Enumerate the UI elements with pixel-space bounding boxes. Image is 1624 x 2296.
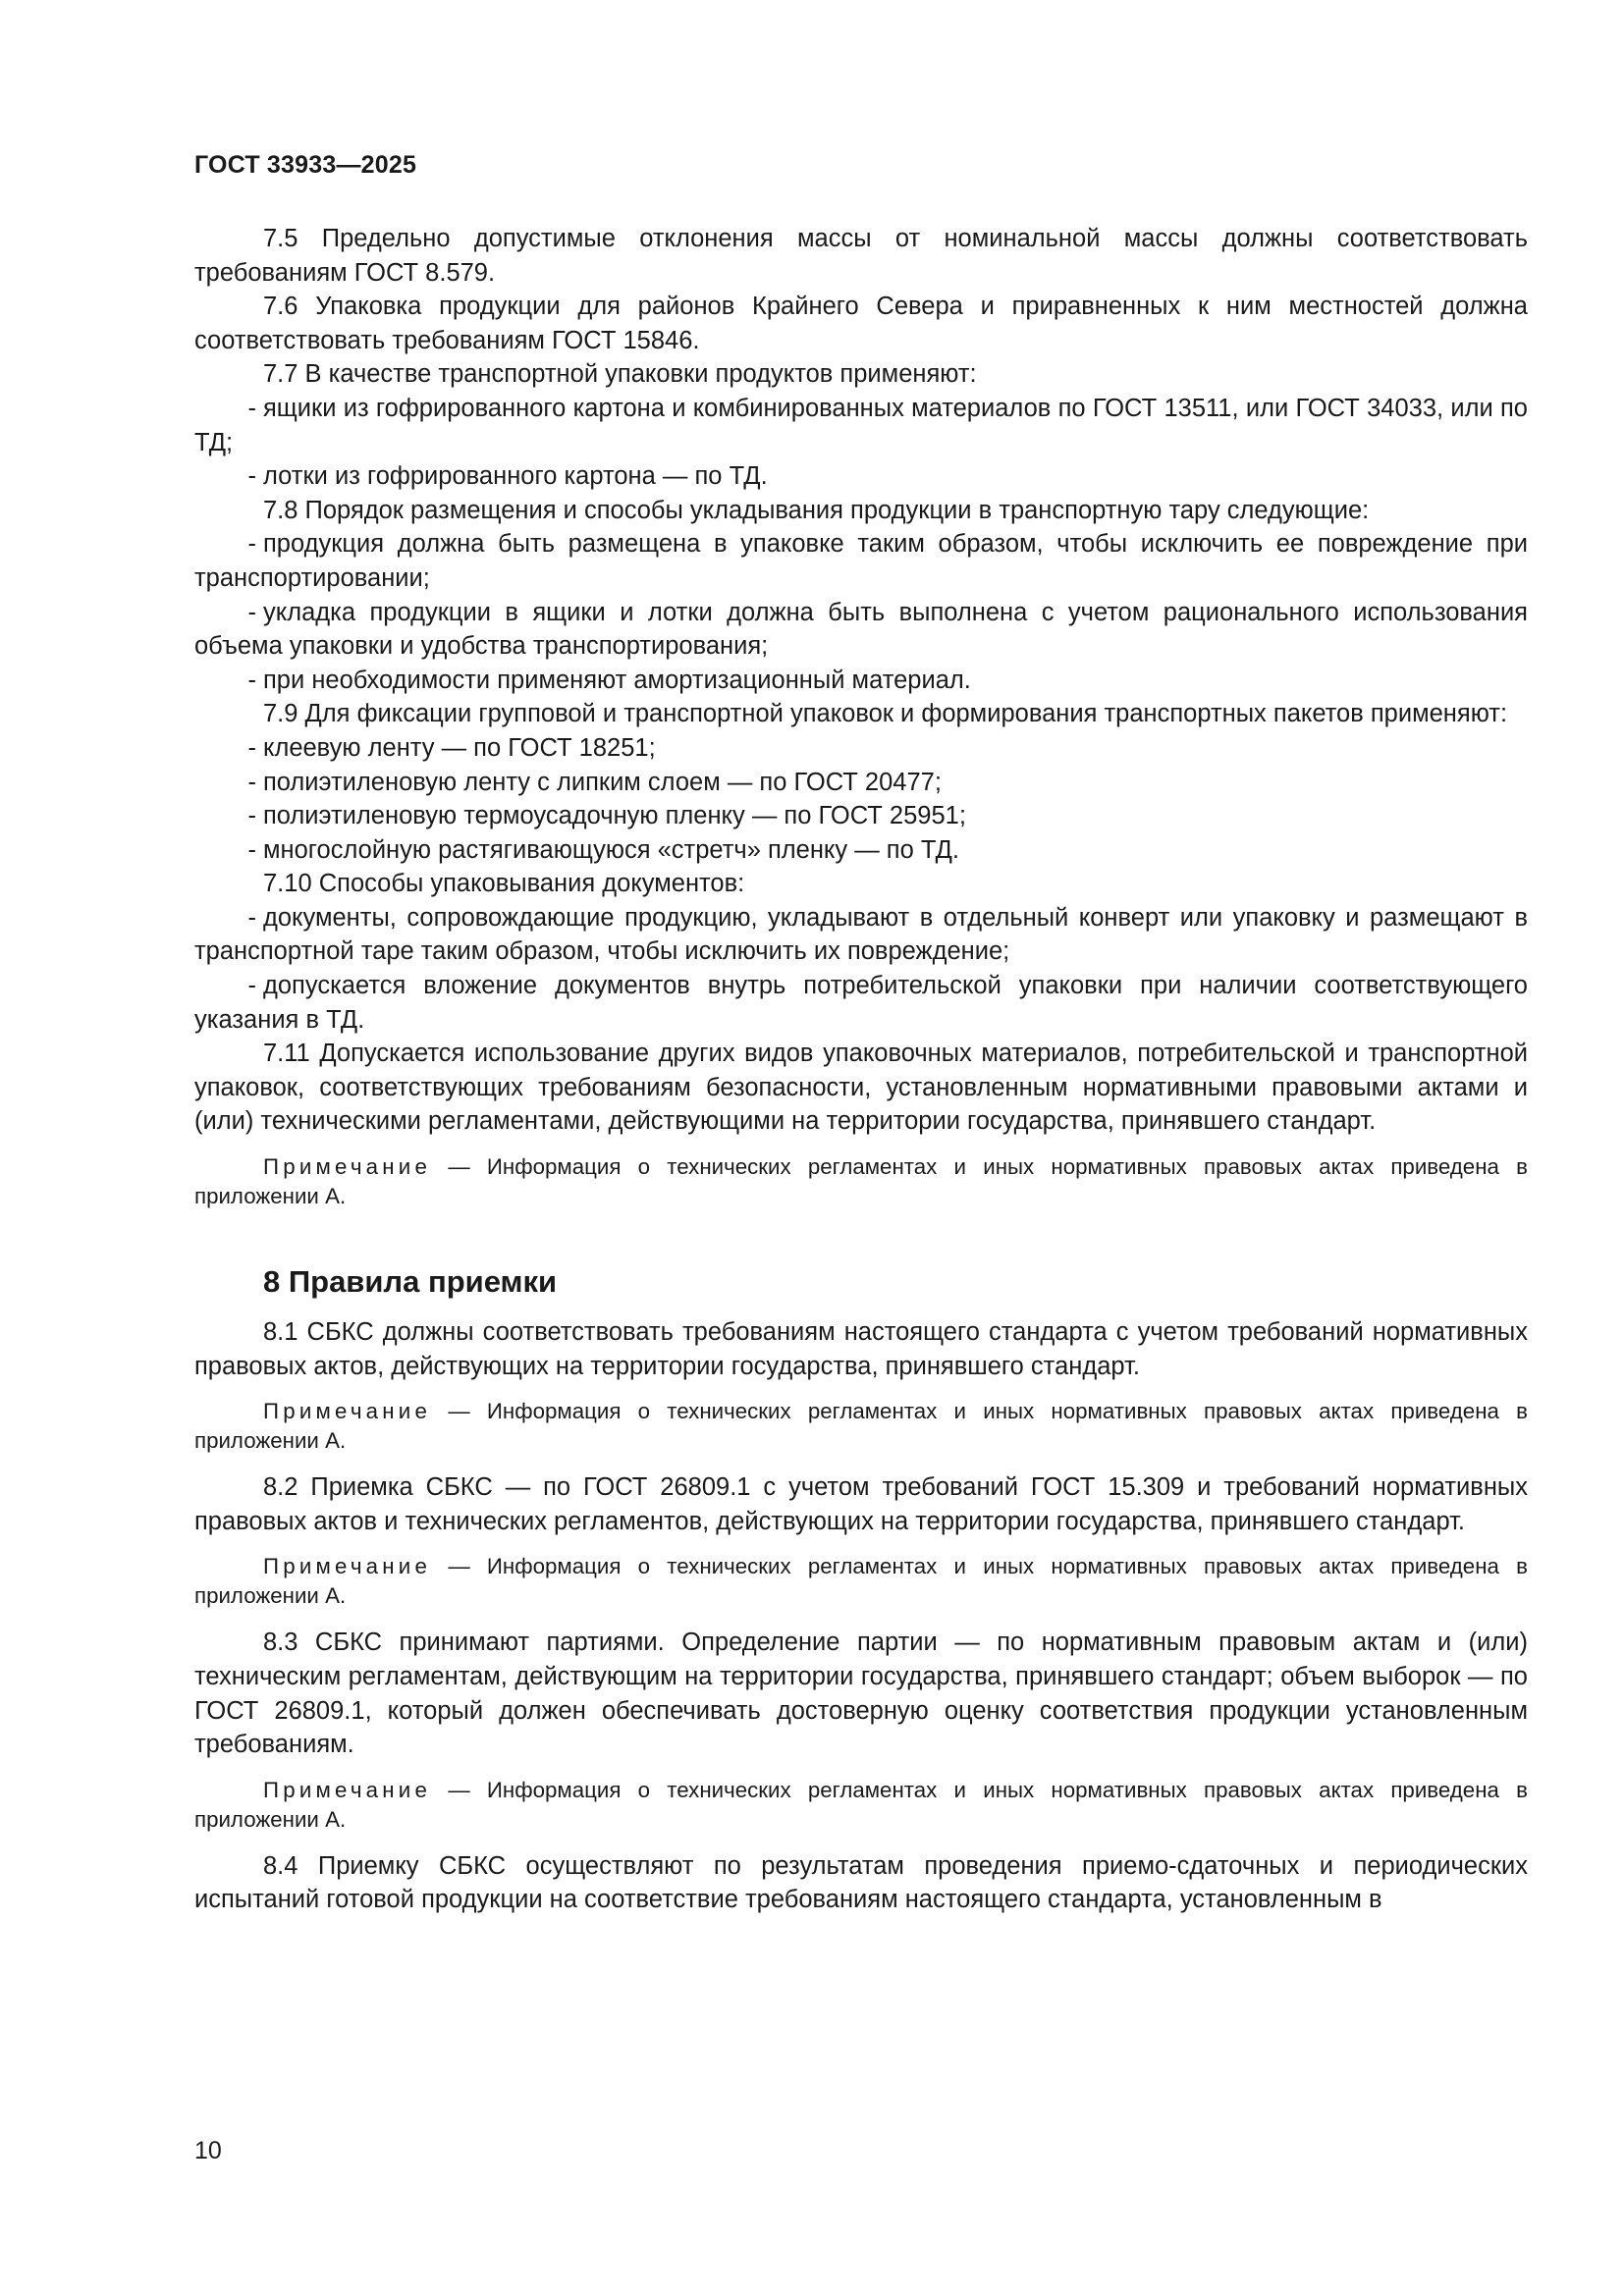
paragraph-8-2: 8.2 Приемка СБКС — по ГОСТ 26809.1 с учетом требований ГОСТ 15.309 и требований нормативных правовых актов и технических регламентов, действующих на территории государства, принявшего стандарт. — [194, 1473, 1528, 1535]
paragraph-7-11: 7.11 Допускается использование других видов упаковочных материалов, потребительской и транспортной упаковок, соответствующих требованиям безопасности, установленным нормативными правовыми актами и (или) техническими регламентами, действующими на территории государства, принявшего стандарт. — [194, 1040, 1528, 1136]
list-item: - полиэтиленовую термоусадочную пленку — по ГОСТ 25951; — [247, 802, 966, 830]
list-item: - клеевую ленту — по ГОСТ 18251; — [247, 733, 656, 762]
note-8-2: Примечание — Информация о технических регламентах и иных нормативных правовых актах приведена в приложении А. — [194, 1554, 1529, 1609]
list-item: - полиэтиленовую ленту с липким слоем — по ГОСТ 20477; — [247, 768, 942, 796]
list-item: - ящики из гофрированного картона и комбинированных материалов по ГОСТ 13511, или ГОСТ 34033, или по ТД; — [194, 394, 1528, 456]
section-title-8: 8 Правила приемки — [263, 1264, 558, 1300]
list-item: - при необходимости применяют амортизационный материал. — [247, 666, 971, 694]
list-item: - допускается вложение документов внутрь потребительской упаковки при наличии соответствующего указания в ТД. — [194, 972, 1528, 1034]
list-item: - многослойную растягивающуюся «стретч» пленку — по ТД. — [247, 835, 959, 864]
note-8-3: Примечание — Информация о технических регламентах и иных нормативных правовых актах приведена в приложении А. — [194, 1777, 1529, 1832]
paragraph-8-3: 8.3 СБКС принимают партиями. Определение партии — по нормативным правовым актам и (или) техническим регламентам, действующим на территории государства, принявшего стандарт; объем выборок — по ГОСТ 26809.1, который должен обеспечивать достоверную оценку соответствия продукции установленным требованиям. — [194, 1629, 1528, 1759]
paragraph-7-10: 7.10 Способы упаковывания документов: — [263, 870, 745, 898]
list-item: - документы, сопровождающие продукцию, укладывают в отдельный конверт или упаковку и размещают в транспортной таре таким образом, чтобы исключить их повреждение; — [194, 903, 1528, 966]
paragraph-8-4: 8.4 Приемку СБКС осуществляют по результатам проведения приемо-сдаточных и периодических испытаний готовой продукции на соответствие требованиям настоящего стандарта, установленным в — [194, 1851, 1528, 1914]
document-header: ГОСТ 33933—2025 — [194, 151, 417, 179]
paragraph-7-6: 7.6 Упаковка продукции для районов Крайнего Севера и приравненных к ним местностей должна соответствовать требованиям ГОСТ 15846. — [194, 293, 1528, 354]
paragraph-8-1: 8.1 СБКС должны соответствовать требованиям настоящего стандарта с учетом требований нормативных правовых актов, действующих на территории государства, принявшего стандарт. — [194, 1318, 1528, 1380]
paragraph-7-5: 7.5 Предельно допустимые отклонения массы от номинальной массы должны соответствовать требованиям ГОСТ 8.579. — [194, 225, 1528, 287]
note-8-1: Примечание — Информация о технических регламентах и иных нормативных правовых актах приведена в приложении А. — [194, 1399, 1529, 1454]
paragraph-7-7: 7.7 В качестве транспортной упаковки продуктов применяют: — [263, 360, 977, 389]
paragraph-7-9: 7.9 Для фиксации групповой и транспортной упаковок и формирования транспортных пакетов применяют: — [263, 700, 1508, 728]
document-body — [194, 222, 1528, 1917]
list-item: - лотки из гофрированного картона — по ТД. — [247, 462, 768, 491]
page-number: 10 — [194, 2137, 222, 2164]
note-7: Примечание — Информация о технических регламентах и иных нормативных правовых актах приведена в приложении А. — [194, 1154, 1529, 1209]
list-item: - укладка продукции в ящики и лотки должна быть выполнена с учетом рационального использования объема упаковки и удобства транспортирования; — [194, 598, 1528, 661]
paragraph-7-8: 7.8 Порядок размещения и способы укладывания продукции в транспортную тару следующие: — [263, 496, 1370, 524]
list-item: - продукция должна быть размещена в упаковке таким образом, чтобы исключить ее повреждение при транспортировании; — [194, 530, 1528, 592]
